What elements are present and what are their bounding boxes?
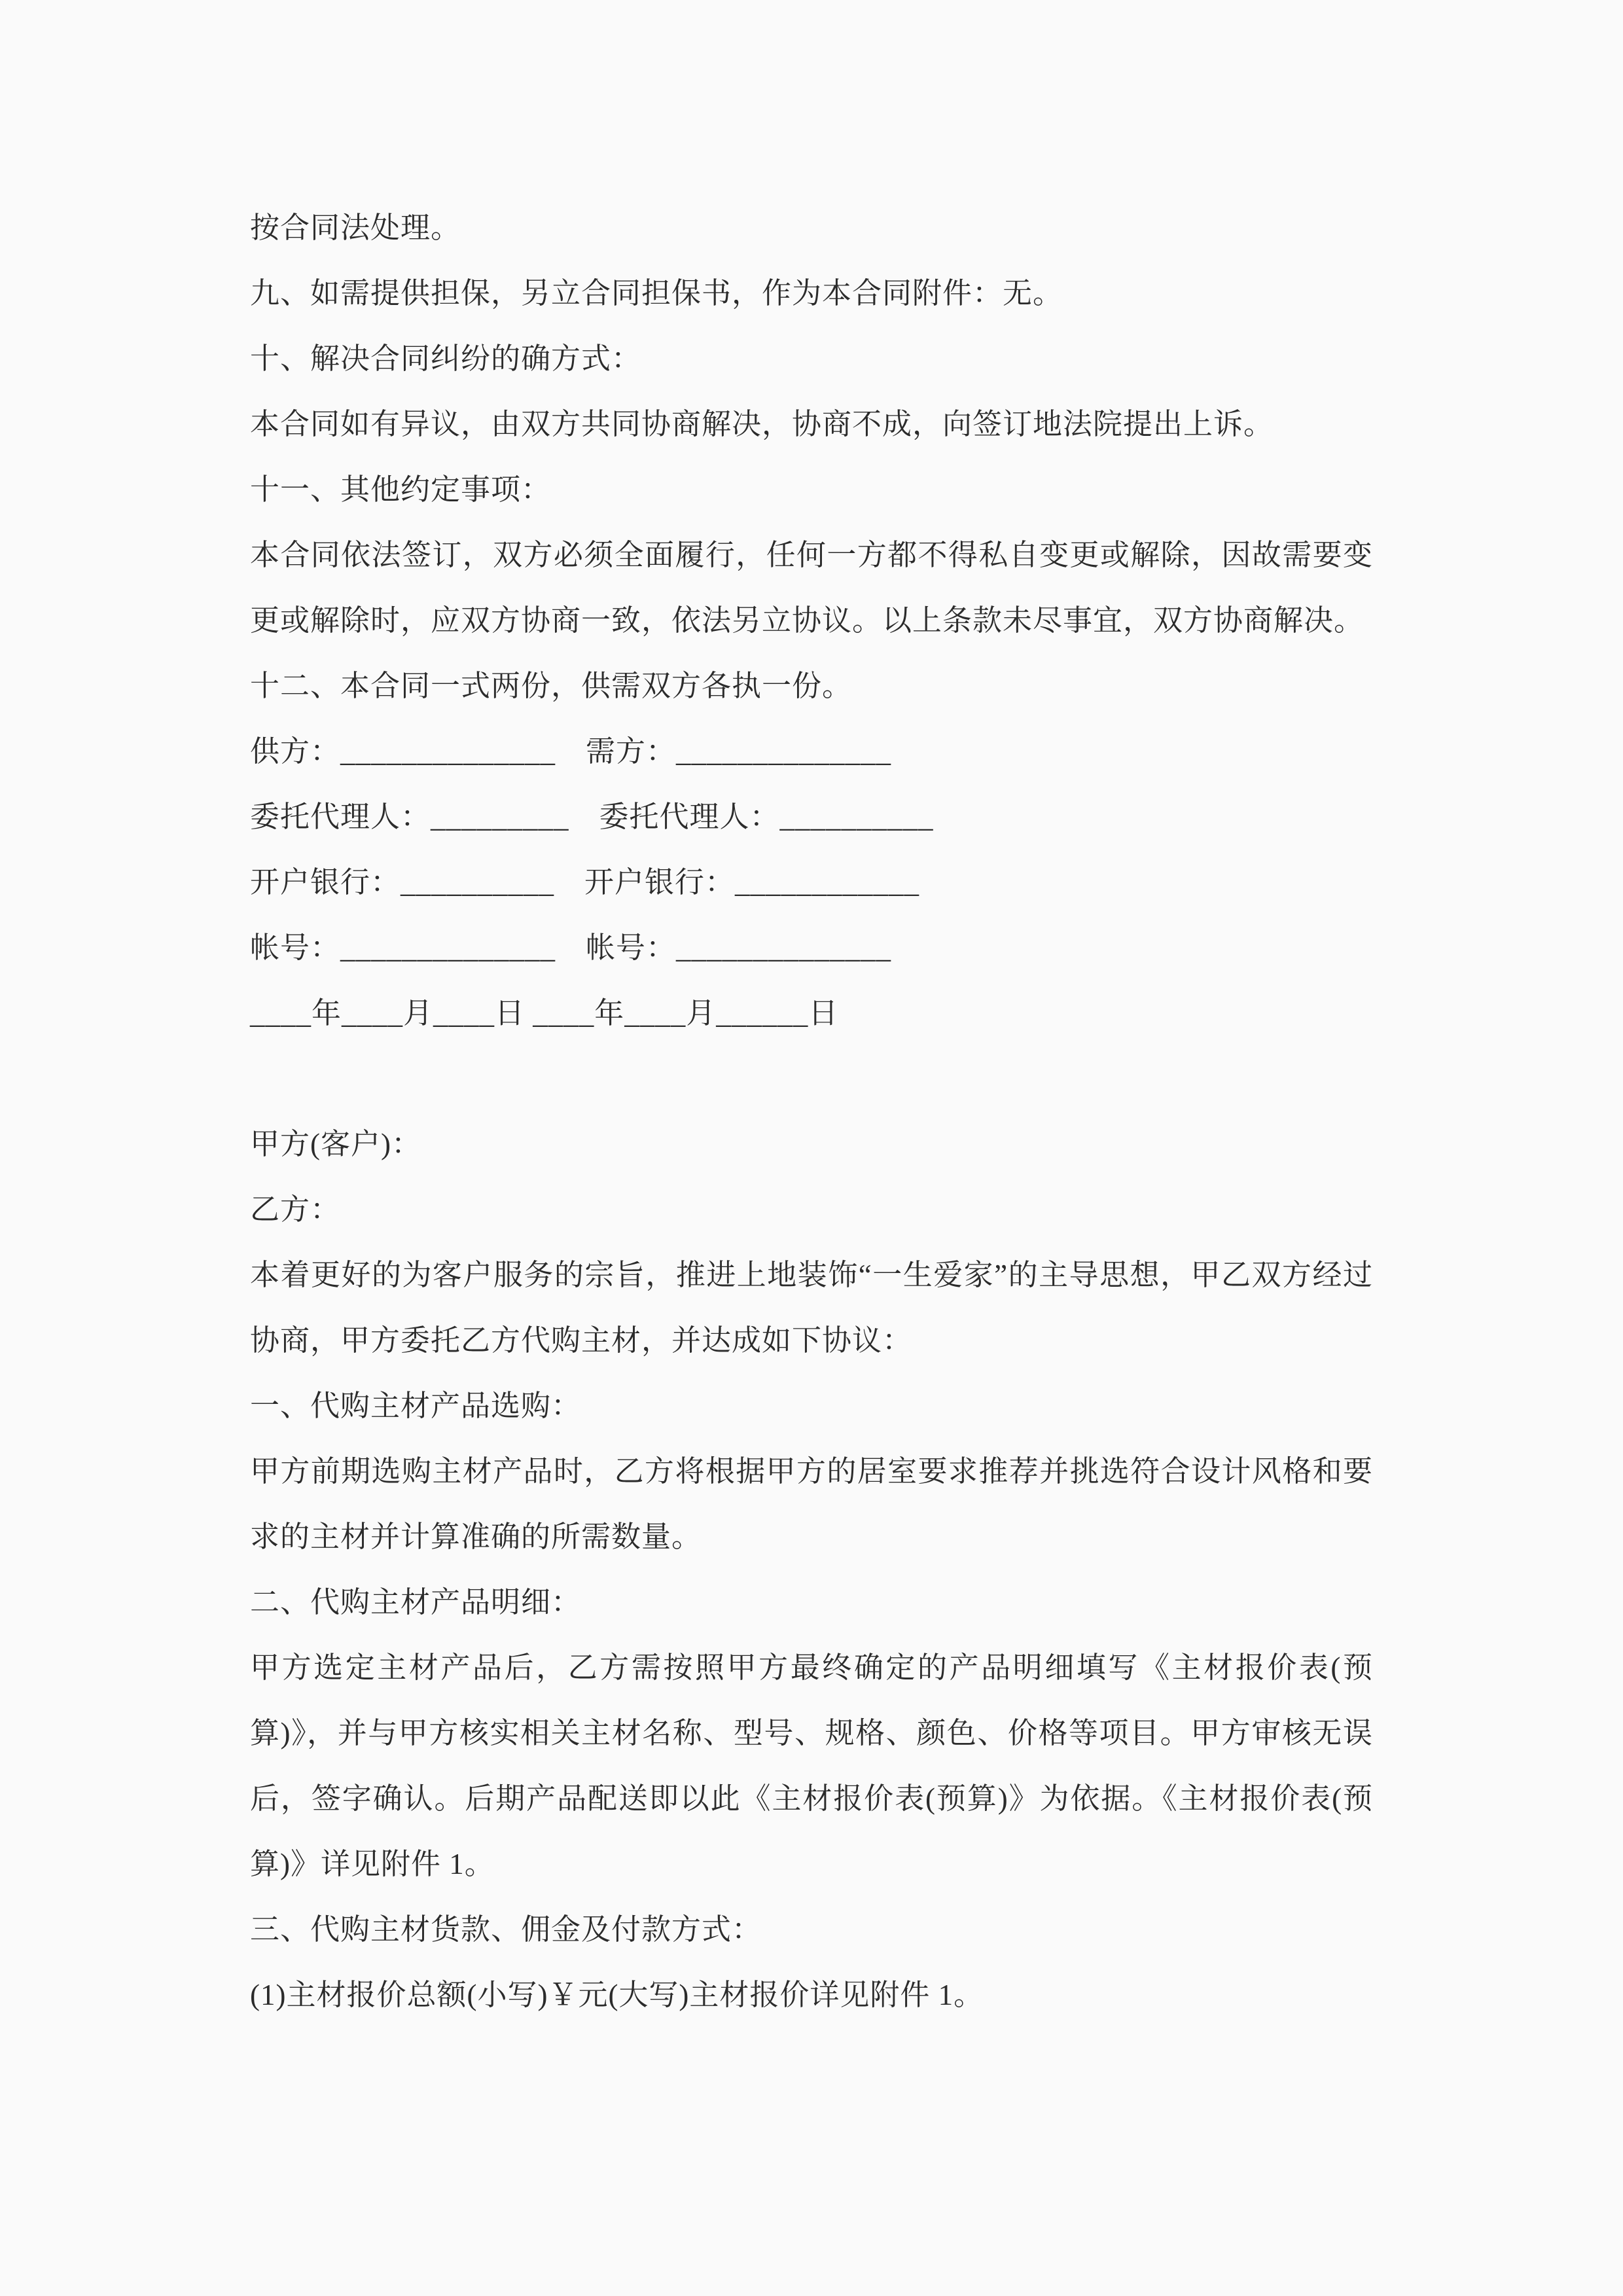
field-line-supplier-buyer: 供方：______________ 需方：______________: [250, 735, 892, 768]
paragraph-section-2-body: 甲方选定主材产品后，乙方需按照甲方最终确定的产品明细填写《主材报价表(预算)》，并与甲方核实相关主材名称、型号、规格、颜色、价格等项目。甲方审核无误后，签字确认。后期产品配送即以此《主材报价表(预算)》为依据。《主材报价表(预算)》详见附件 1。: [250, 1651, 1373, 1880]
field-line-banks: 开户银行：__________ 开户银行：____________: [250, 866, 920, 899]
paragraph-preamble: 本着更好的为客户服务的宗旨，推进上地装饰“一生爱家”的主导思想，甲乙双方经过协商，甲方委托乙方代购主材，并达成如下协议：: [250, 1259, 1373, 1357]
field-line-account-numbers: 帐号：______________ 帐号：______________: [250, 931, 892, 964]
paragraph-section-1-heading: 一、代购主材产品选购：: [250, 1390, 582, 1422]
paragraph-section-3-item-1: (1)主材报价总额(小写)￥元(大写)主材报价详见附件 1。: [250, 1979, 984, 2011]
paragraph-handled-per-contract-law: 按合同法处理。: [250, 211, 461, 244]
paragraph-clause-12-copies: 十二、本合同一式两份，供需双方各执一份。: [250, 670, 853, 702]
paragraph-dispute-resolution: 本合同如有异议，由双方共同协商解决，协商不成，向签订地法院提出上诉。: [250, 408, 1274, 440]
paragraph-section-2-heading: 二、代购主材产品明细：: [250, 1586, 582, 1619]
paragraph-party-b-label: 乙方：: [250, 1193, 341, 1226]
paragraph-clause-10-dispute-heading: 十、解决合同纠纷的确方式：: [250, 342, 642, 375]
paragraph-clause-11-other-heading: 十一、其他约定事项：: [250, 473, 552, 506]
paragraph-party-a-label: 甲方(客户)：: [250, 1128, 421, 1160]
paragraph-section-3-heading: 三、代购主材货款、佣金及付款方式：: [250, 1913, 762, 1946]
blank-line: [250, 1046, 1373, 1111]
paragraph-clause-9-guarantee: 九、如需提供担保，另立合同担保书，作为本合同附件：无。: [250, 277, 1063, 310]
field-line-dates: ____年____月____日 ____年____月______日: [250, 997, 839, 1030]
paragraph-section-1-body: 甲方前期选购主材产品时，乙方将根据甲方的居室要求推荐并挑选符合设计风格和要求的主材并计算准确的所需数量。: [250, 1455, 1373, 1553]
field-line-entrusted-agents: 委托代理人：_________ 委托代理人：__________: [250, 800, 934, 833]
paragraph-contract-performance: 本合同依法签订，双方必须全面履行，任何一方都不得私自变更或解除，因故需要变更或解除时，应双方协商一致，依法另立协议。以上条款未尽事宜，双方协商解决。: [250, 539, 1373, 637]
